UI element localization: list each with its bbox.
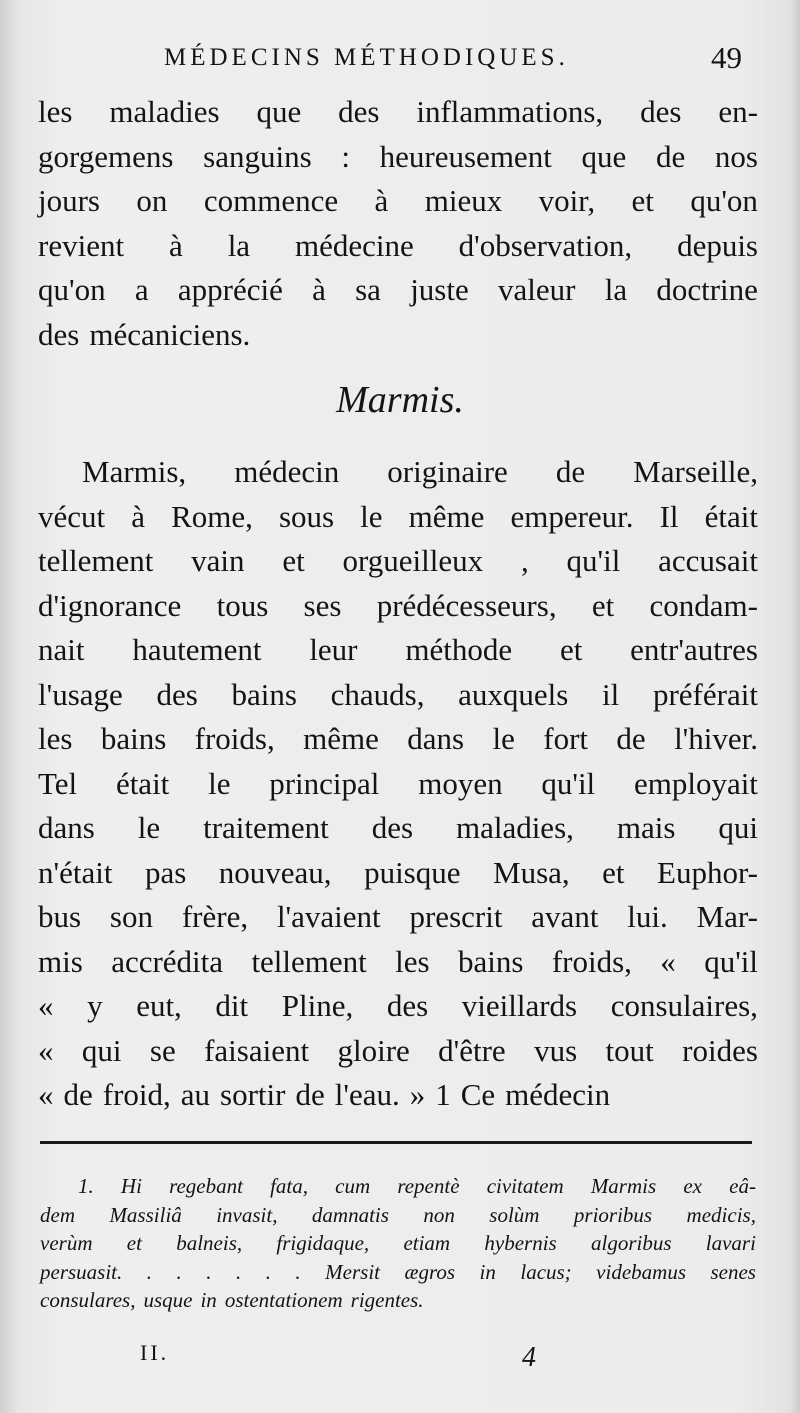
para1-line: gorgemens sanguins : heureusement que de nos	[38, 138, 758, 174]
para1-line: revient à la médecine d'observation, depuis	[38, 227, 758, 263]
para2-line: dans le traitement des maladies, mais qui	[38, 810, 758, 845]
para2-line: bus son frère, l'avaient prescrit avant lui. Mar-	[38, 899, 758, 934]
para1-line: des mécaniciens.	[38, 316, 251, 352]
para1-line: jours on commence à mieux voir, et qu'on	[38, 183, 758, 218]
gathering-number: 4	[522, 1342, 536, 1373]
paragraph-marmis	[38, 450, 758, 1118]
footnote-line: 1. Hi regebant fata, cum repentè civitatem Marmis ex eâ-	[78, 1174, 756, 1198]
footnote-line: consulares, usque in ostentationem rigentes.	[40, 1288, 424, 1312]
footnote-line: verùm et balneis, frigidaque, etiam hybernis algoribus lavari	[40, 1231, 756, 1255]
para2-line: nait hautement leur méthode et entr'autres	[38, 632, 758, 667]
running-title: MÉDECINS MÉTHODIQUES.	[164, 44, 569, 71]
para2-line: tellement vain et orgueilleux , qu'il accusait	[38, 543, 758, 578]
footnote-line: persuasit. . . . . . . Mersit ægros in lacus; videbamus senes	[40, 1259, 756, 1284]
para2-line: « qui se faisaient gloire d'être vus tout roides	[38, 1032, 758, 1068]
para2-line: n'était pas nouveau, puisque Musa, et Euphor-	[38, 854, 758, 890]
para2-line: vécut à Rome, sous le même empereur. Il était	[38, 498, 758, 534]
running-head	[40, 40, 760, 80]
footnote	[40, 1172, 756, 1315]
para1-line: qu'on a apprécié à sa juste valeur la doctrine	[38, 272, 758, 307]
para2-line: l'usage des bains chauds, auxquels il préférait	[38, 676, 758, 712]
para2-line: les bains froids, même dans le fort de l'hiver.	[38, 721, 758, 756]
para2-line: « y eut, dit Pline, des vieillards consulaires,	[38, 988, 758, 1023]
footnote-rule	[40, 1141, 752, 1144]
para2-line: d'ignorance tous ses prédécesseurs, et condam-	[38, 587, 758, 623]
section-title: Marmis.	[336, 379, 464, 421]
footnote-line: dem Massiliâ invasit, damnatis non solùm prioribus medicis,	[40, 1202, 756, 1227]
para1-line: les maladies que des inflammations, des en-	[38, 94, 758, 129]
para2-line: mis accrédita tellement les bains froids, « qu'il	[38, 943, 758, 979]
page-number: 49	[711, 40, 742, 75]
para2-line: « de froid, au sortir de l'eau. » 1 Ce médecin	[38, 1077, 611, 1112]
para2-line: Marmis, médecin originaire de Marseille,	[82, 454, 758, 489]
paragraph-intro	[38, 90, 758, 357]
signature-mark: II.	[140, 1340, 170, 1365]
para2-line: Tel était le principal moyen qu'il employait	[38, 765, 758, 801]
